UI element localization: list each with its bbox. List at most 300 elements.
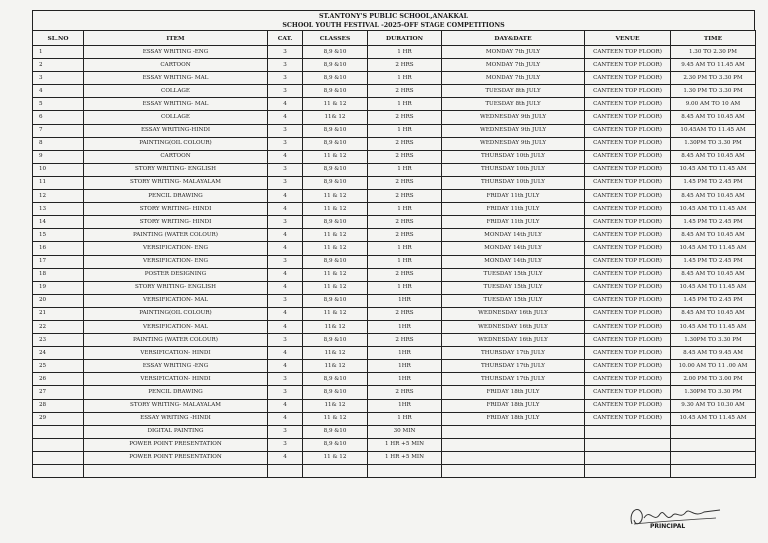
cell-time: 10.45 AM TO 11.45 AM <box>671 412 756 425</box>
cell-cat: 4 <box>268 190 303 203</box>
cell-time: 2.30 PM TO 3.30 PM <box>671 72 756 85</box>
cell-item <box>84 465 268 478</box>
cell-item: PENCIL DRAWING <box>84 190 268 203</box>
table-row <box>33 465 756 478</box>
header-row <box>33 31 756 46</box>
cell-time: 8.45 AM TO 10.45 AM <box>671 229 756 242</box>
cell-slno: 20 <box>33 294 84 307</box>
cell-item: COLLAGE <box>84 111 268 124</box>
cell-cat: 3 <box>268 294 303 307</box>
cell-cat: 3 <box>268 216 303 229</box>
cell-cat: 4 <box>268 307 303 320</box>
cell-duration: 1 HR <box>368 242 442 255</box>
cell-time: 1.45 PM TO 2.45 PM <box>671 176 756 189</box>
table-row <box>33 124 756 137</box>
cell-duration: 1 HR <box>368 72 442 85</box>
cell-day-date: MONDAY 7th JULY <box>442 59 585 72</box>
cell-duration: 1 HR <box>368 203 442 216</box>
table-row <box>33 150 756 163</box>
cell-day-date: WEDNESDAY 9th JULY <box>442 137 585 150</box>
cell-day-date: FRIDAY 11th JULY <box>442 190 585 203</box>
cell-time: 10.45 AM TO 11.45 AM <box>671 242 756 255</box>
cell-day-date: MONDAY 14th JULY <box>442 242 585 255</box>
schedule-table <box>32 30 756 478</box>
cell-venue: CANTEEN TOP FLOOR) <box>585 124 671 137</box>
cell-item: PAINTING(OIL COLOUR) <box>84 137 268 150</box>
cell-classes <box>303 465 368 478</box>
cell-venue: CANTEEN TOP FLOOR) <box>585 216 671 229</box>
col-header-item: ITEM <box>84 31 268 46</box>
table-row <box>33 190 756 203</box>
cell-venue: CANTEEN TOP FLOOR) <box>585 255 671 268</box>
cell-slno: 18 <box>33 268 84 281</box>
cell-day-date: WEDNESDAY 9th JULY <box>442 124 585 137</box>
cell-venue: CANTEEN TOP FLOOR) <box>585 412 671 425</box>
cell-slno: 26 <box>33 373 84 386</box>
cell-classes: 8,9 &10 <box>303 334 368 347</box>
cell-cat: 4 <box>268 451 303 464</box>
cell-duration: 2 HRS <box>368 307 442 320</box>
col-header-venue: VENUE <box>585 31 671 46</box>
cell-classes: 11& 12 <box>303 399 368 412</box>
col-header-duration: DURATION <box>368 31 442 46</box>
cell-time <box>671 451 756 464</box>
cell-slno: 4 <box>33 85 84 98</box>
cell-time: 2.00 PM TO 3.00 PM <box>671 373 756 386</box>
cell-classes: 11 & 12 <box>303 451 368 464</box>
cell-venue: CANTEEN TOP FLOOR) <box>585 334 671 347</box>
col-header-time: TIME <box>671 31 756 46</box>
cell-slno: 13 <box>33 203 84 216</box>
col-header-classes: CLASSES <box>303 31 368 46</box>
cell-cat: 4 <box>268 229 303 242</box>
cell-cat: 3 <box>268 425 303 438</box>
cell-slno: 5 <box>33 98 84 111</box>
cell-classes: 8,9 &10 <box>303 216 368 229</box>
cell-venue <box>585 438 671 451</box>
cell-cat: 3 <box>268 176 303 189</box>
cell-cat: 4 <box>268 150 303 163</box>
table-row <box>33 255 756 268</box>
cell-venue <box>585 425 671 438</box>
cell-time: 9.45 AM TO 11.45 AM <box>671 59 756 72</box>
cell-slno: 19 <box>33 281 84 294</box>
cell-cat: 4 <box>268 412 303 425</box>
cell-venue: CANTEEN TOP FLOOR) <box>585 242 671 255</box>
cell-duration: 1 HR <box>368 124 442 137</box>
cell-day-date: TUESDAY 15th JULY <box>442 268 585 281</box>
table-row <box>33 373 756 386</box>
cell-slno: 15 <box>33 229 84 242</box>
cell-classes: 11 & 12 <box>303 98 368 111</box>
cell-time: 8.45 AM TO 9.45 AM <box>671 347 756 360</box>
table-row <box>33 242 756 255</box>
cell-duration: 1 HR <box>368 281 442 294</box>
sheet-header <box>32 10 755 30</box>
cell-classes: 8,9 &10 <box>303 46 368 59</box>
cell-slno: 17 <box>33 255 84 268</box>
cell-item: ESSAY WRITING -HINDI <box>84 412 268 425</box>
cell-item: ESSAY WRITING -ENG <box>84 360 268 373</box>
cell-classes: 11 & 12 <box>303 242 368 255</box>
table-row <box>33 320 756 333</box>
cell-time: 1.45 PM TO 2.45 PM <box>671 294 756 307</box>
cell-classes: 11& 12 <box>303 360 368 373</box>
cell-time: 10.45 AM TO 11.45 AM <box>671 320 756 333</box>
cell-slno: 7 <box>33 124 84 137</box>
cell-time: 10.45AM TO 11.45 AM <box>671 124 756 137</box>
cell-item: VERSIFICATION- ENG <box>84 242 268 255</box>
cell-classes: 11 & 12 <box>303 268 368 281</box>
cell-time: 8.45 AM TO 10.45 AM <box>671 111 756 124</box>
cell-day-date: THURSDAY 17th JULY <box>442 373 585 386</box>
cell-classes: 8,9 &10 <box>303 255 368 268</box>
cell-cat: 4 <box>268 242 303 255</box>
cell-venue: CANTEEN TOP FLOOR) <box>585 294 671 307</box>
table-row <box>33 229 756 242</box>
cell-duration <box>368 465 442 478</box>
cell-venue: CANTEEN TOP FLOOR) <box>585 229 671 242</box>
school-name: ST.ANTONY'S PUBLIC SCHOOL,ANAKKAL <box>318 13 469 20</box>
cell-slno: 11 <box>33 176 84 189</box>
cell-time: 10.45 AM TO 11.45 AM <box>671 163 756 176</box>
cell-day-date: FRIDAY 11th JULY <box>442 203 585 216</box>
table-row <box>33 360 756 373</box>
cell-slno: 9 <box>33 150 84 163</box>
cell-slno: 22 <box>33 320 84 333</box>
cell-slno: 8 <box>33 137 84 150</box>
cell-cat: 4 <box>268 320 303 333</box>
cell-slno: 28 <box>33 399 84 412</box>
col-header-daydate: DAY&DATE <box>442 31 585 46</box>
table-row <box>33 412 756 425</box>
cell-duration: 2 HRS <box>368 176 442 189</box>
cell-slno <box>33 438 84 451</box>
cell-classes: 11& 12 <box>303 347 368 360</box>
table-row <box>33 46 756 59</box>
cell-duration: 1HR <box>368 373 442 386</box>
cell-slno: 29 <box>33 412 84 425</box>
cell-cat: 4 <box>268 268 303 281</box>
cell-duration: 2 HRS <box>368 111 442 124</box>
cell-item: STORY WRITING- ENGLISH <box>84 163 268 176</box>
cell-item: STORY WRITING- HINDI <box>84 216 268 229</box>
cell-duration: 1HR <box>368 294 442 307</box>
cell-day-date: FRIDAY 11th JULY <box>442 216 585 229</box>
cell-day-date: THURSDAY 10th JULY <box>442 163 585 176</box>
cell-classes: 11& 12 <box>303 111 368 124</box>
cell-slno: 25 <box>33 360 84 373</box>
cell-item: PAINTING(OIL COLOUR) <box>84 307 268 320</box>
cell-day-date: THURSDAY 17th JULY <box>442 347 585 360</box>
cell-slno: 12 <box>33 190 84 203</box>
schedule-body <box>33 46 756 478</box>
cell-item: VERSIFICATION- ENG <box>84 255 268 268</box>
cell-venue: CANTEEN TOP FLOOR) <box>585 85 671 98</box>
cell-item: VERSIFICATION- MAL <box>84 294 268 307</box>
cell-slno: 16 <box>33 242 84 255</box>
cell-day-date <box>442 425 585 438</box>
table-row <box>33 386 756 399</box>
cell-duration: 2 HRS <box>368 386 442 399</box>
cell-item: ESSAY WRITING- MAL <box>84 72 268 85</box>
table-row <box>33 216 756 229</box>
table-row <box>33 176 756 189</box>
cell-slno: 10 <box>33 163 84 176</box>
cell-classes: 8,9 &10 <box>303 72 368 85</box>
cell-classes: 8,9 &10 <box>303 137 368 150</box>
cell-time: 10.45 AM TO 11.45 AM <box>671 281 756 294</box>
cell-cat: 3 <box>268 46 303 59</box>
cell-classes: 8,9 &10 <box>303 124 368 137</box>
cell-time: 9.00 AM TO 10 AM <box>671 98 756 111</box>
cell-venue: CANTEEN TOP FLOOR) <box>585 360 671 373</box>
cell-duration: 2 HRS <box>368 85 442 98</box>
cell-cat: 4 <box>268 203 303 216</box>
cell-time <box>671 465 756 478</box>
table-row <box>33 399 756 412</box>
cell-venue: CANTEEN TOP FLOOR) <box>585 281 671 294</box>
cell-time: 1.30PM TO 3.30 PM <box>671 334 756 347</box>
cell-cat: 3 <box>268 163 303 176</box>
cell-duration: 2 HRS <box>368 59 442 72</box>
cell-duration: 2 HRS <box>368 268 442 281</box>
cell-day-date: TUESDAY 15th JULY <box>442 294 585 307</box>
cell-duration: 1 HR +5 MIN <box>368 451 442 464</box>
cell-day-date <box>442 451 585 464</box>
cell-venue: CANTEEN TOP FLOOR) <box>585 137 671 150</box>
cell-time: 8.45 AM TO 10.45 AM <box>671 190 756 203</box>
cell-slno: 23 <box>33 334 84 347</box>
cell-classes: 11& 12 <box>303 320 368 333</box>
col-header-cat: CAT. <box>268 31 303 46</box>
cell-day-date: FRIDAY 18th JULY <box>442 386 585 399</box>
cell-duration: 1 HR <box>368 98 442 111</box>
cell-cat: 3 <box>268 438 303 451</box>
cell-venue: CANTEEN TOP FLOOR) <box>585 373 671 386</box>
cell-item: VERSIFICATION- HINDI <box>84 373 268 386</box>
table-row <box>33 111 756 124</box>
cell-day-date: WEDNESDAY 16th JULY <box>442 320 585 333</box>
cell-day-date: FRIDAY 18th JULY <box>442 399 585 412</box>
table-row <box>33 307 756 320</box>
cell-time: 1.30 TO 2.30 PM <box>671 46 756 59</box>
cell-venue: CANTEEN TOP FLOOR) <box>585 386 671 399</box>
cell-day-date: MONDAY 7th JULY <box>442 46 585 59</box>
cell-item: POSTER DESIGNING <box>84 268 268 281</box>
cell-day-date <box>442 438 585 451</box>
table-row <box>33 98 756 111</box>
cell-item: ESSAY WRITING- MAL <box>84 98 268 111</box>
cell-item: STORY WRITING- MALAYALAM <box>84 176 268 189</box>
cell-cat: 4 <box>268 98 303 111</box>
cell-item: DIGITAL PAINTING <box>84 425 268 438</box>
cell-item: POWER POINT PRESENTATION <box>84 438 268 451</box>
cell-time: 10.00 AM TO 11 .00 AM <box>671 360 756 373</box>
table-row <box>33 85 756 98</box>
cell-classes: 8,9 &10 <box>303 176 368 189</box>
table-row <box>33 281 756 294</box>
cell-classes: 11 & 12 <box>303 229 368 242</box>
cell-slno: 1 <box>33 46 84 59</box>
cell-time: 10.45 AM TO 11.45 AM <box>671 203 756 216</box>
cell-day-date: WEDNESDAY 16th JULY <box>442 334 585 347</box>
cell-cat: 4 <box>268 347 303 360</box>
cell-classes: 8,9 &10 <box>303 85 368 98</box>
table-row <box>33 163 756 176</box>
cell-cat: 3 <box>268 334 303 347</box>
cell-venue: CANTEEN TOP FLOOR) <box>585 347 671 360</box>
table-row <box>33 59 756 72</box>
table-row <box>33 425 756 438</box>
cell-day-date: MONDAY 7th JULY <box>442 72 585 85</box>
cell-day-date: FRIDAY 18th JULY <box>442 412 585 425</box>
cell-item: CARTOON <box>84 59 268 72</box>
cell-time: 8.45 AM TO 10.45 AM <box>671 150 756 163</box>
cell-item: PAINTING (WATER COLOUR) <box>84 229 268 242</box>
cell-day-date: THURSDAY 10th JULY <box>442 150 585 163</box>
cell-classes: 8,9 &10 <box>303 373 368 386</box>
cell-day-date: TUESDAY 8th JULY <box>442 85 585 98</box>
cell-cat: 3 <box>268 124 303 137</box>
table-row <box>33 438 756 451</box>
cell-classes: 8,9 &10 <box>303 386 368 399</box>
cell-item: CARTOON <box>84 150 268 163</box>
cell-venue <box>585 451 671 464</box>
cell-classes: 11 & 12 <box>303 281 368 294</box>
cell-cat: 4 <box>268 281 303 294</box>
cell-cat: 3 <box>268 373 303 386</box>
cell-venue: CANTEEN TOP FLOOR) <box>585 399 671 412</box>
cell-cat <box>268 465 303 478</box>
cell-cat: 3 <box>268 386 303 399</box>
table-row <box>33 334 756 347</box>
cell-venue: CANTEEN TOP FLOOR) <box>585 307 671 320</box>
cell-venue: CANTEEN TOP FLOOR) <box>585 163 671 176</box>
table-row <box>33 268 756 281</box>
cell-duration: 1 HR <box>368 255 442 268</box>
cell-venue: CANTEEN TOP FLOOR) <box>585 268 671 281</box>
cell-slno: 6 <box>33 111 84 124</box>
cell-duration: 2 HRS <box>368 150 442 163</box>
schedule-sheet <box>32 10 755 478</box>
cell-day-date: THURSDAY 17th JULY <box>442 360 585 373</box>
cell-classes: 11 & 12 <box>303 150 368 163</box>
cell-day-date: WEDNESDAY 16th JULY <box>442 307 585 320</box>
cell-time <box>671 425 756 438</box>
cell-duration: 2 HRS <box>368 190 442 203</box>
cell-item: ESSAY WRITING-HINDI <box>84 124 268 137</box>
table-row <box>33 294 756 307</box>
cell-time: 1.30PM TO 3.30 PM <box>671 137 756 150</box>
cell-day-date: WEDNESDAY 9th JULY <box>442 111 585 124</box>
cell-item: COLLAGE <box>84 85 268 98</box>
cell-day-date: THURSDAY 10th JULY <box>442 176 585 189</box>
cell-time: 1.45 PM TO 2.45 PM <box>671 255 756 268</box>
cell-day-date: TUESDAY 15th JULY <box>442 281 585 294</box>
table-row <box>33 137 756 150</box>
cell-slno <box>33 425 84 438</box>
cell-item: POWER POINT PRESENTATION <box>84 451 268 464</box>
cell-venue: CANTEEN TOP FLOOR) <box>585 72 671 85</box>
cell-item: VERSIFICATION- MAL <box>84 320 268 333</box>
cell-slno: 21 <box>33 307 84 320</box>
cell-venue: CANTEEN TOP FLOOR) <box>585 59 671 72</box>
cell-classes: 8,9 &10 <box>303 438 368 451</box>
cell-time: 8.45 AM TO 10.45 AM <box>671 307 756 320</box>
cell-item: VERSIFICATION- HINDI <box>84 347 268 360</box>
cell-item: STORY WRITING- ENGLISH <box>84 281 268 294</box>
cell-cat: 3 <box>268 255 303 268</box>
cell-duration: 30 MIN <box>368 425 442 438</box>
cell-item: ESSAY WRITING -ENG <box>84 46 268 59</box>
cell-venue: CANTEEN TOP FLOOR) <box>585 46 671 59</box>
cell-venue <box>585 465 671 478</box>
cell-classes: 11 & 12 <box>303 307 368 320</box>
cell-day-date <box>442 465 585 478</box>
cell-classes: 8,9 &10 <box>303 59 368 72</box>
cell-venue: CANTEEN TOP FLOOR) <box>585 320 671 333</box>
cell-duration: 2 HRS <box>368 229 442 242</box>
cell-item: STORY WRITING- MALAYALAM <box>84 399 268 412</box>
cell-slno: 27 <box>33 386 84 399</box>
cell-cat: 3 <box>268 85 303 98</box>
cell-time: 8.45 AM TO 10.45 AM <box>671 268 756 281</box>
table-row <box>33 203 756 216</box>
principal-label: PRINCIPAL <box>650 523 686 530</box>
cell-duration: 2 HRS <box>368 334 442 347</box>
cell-venue: CANTEEN TOP FLOOR) <box>585 190 671 203</box>
cell-duration: 1HR <box>368 320 442 333</box>
cell-time: 1.30 PM TO 3.30 PM <box>671 85 756 98</box>
cell-slno: 3 <box>33 72 84 85</box>
cell-item: STORY WRITING- HINDI <box>84 203 268 216</box>
cell-venue: CANTEEN TOP FLOOR) <box>585 111 671 124</box>
cell-cat: 4 <box>268 111 303 124</box>
cell-duration: 1HR <box>368 399 442 412</box>
cell-venue: CANTEEN TOP FLOOR) <box>585 98 671 111</box>
sheet-title: SCHOOL YOUTH FESTIVAL -2025-OFF STAGE COMPETITIONS <box>282 22 505 29</box>
cell-slno <box>33 465 84 478</box>
cell-slno: 14 <box>33 216 84 229</box>
cell-day-date: TUESDAY 8th JULY <box>442 98 585 111</box>
cell-time: 9.30 AM TO 10.30 AM <box>671 399 756 412</box>
table-row <box>33 72 756 85</box>
cell-duration: 2 HRS <box>368 137 442 150</box>
cell-duration: 1HR <box>368 347 442 360</box>
col-header-slno: SL.NO <box>33 31 84 46</box>
cell-day-date: MONDAY 14th JULY <box>442 255 585 268</box>
cell-time: 1.45 PM TO 2.45 PM <box>671 216 756 229</box>
cell-cat: 3 <box>268 137 303 150</box>
cell-venue: CANTEEN TOP FLOOR) <box>585 150 671 163</box>
cell-cat: 3 <box>268 59 303 72</box>
cell-duration: 1 HR +5 MIN <box>368 438 442 451</box>
cell-classes: 8,9 &10 <box>303 294 368 307</box>
cell-duration: 1 HR <box>368 46 442 59</box>
cell-slno: 24 <box>33 347 84 360</box>
cell-venue: CANTEEN TOP FLOOR) <box>585 176 671 189</box>
cell-time <box>671 438 756 451</box>
cell-item: PAINTING (WATER COLOUR) <box>84 334 268 347</box>
cell-classes: 8,9 &10 <box>303 163 368 176</box>
cell-slno <box>33 451 84 464</box>
cell-venue: CANTEEN TOP FLOOR) <box>585 203 671 216</box>
cell-item: PENCIL DRAWING <box>84 386 268 399</box>
cell-classes: 11 & 12 <box>303 203 368 216</box>
cell-duration: 1 HR <box>368 412 442 425</box>
cell-slno: 2 <box>33 59 84 72</box>
